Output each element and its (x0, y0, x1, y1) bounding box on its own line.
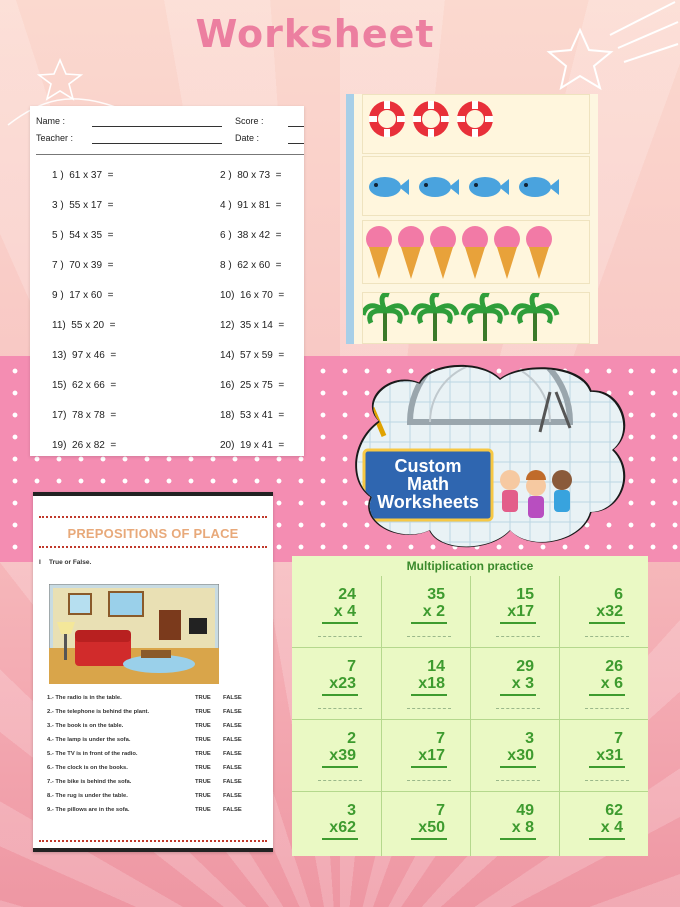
multiplication-title: Multiplication practice (406, 559, 534, 573)
lifebuoy-icon (457, 101, 493, 137)
problem-item: 13) 97 x 46 = (52, 350, 117, 361)
header-separator (36, 154, 304, 155)
score-underline (288, 126, 304, 127)
statement-item: 1.- The radio is in the table. (47, 695, 122, 701)
problem-item: 16) 25 x 75 = (220, 380, 285, 391)
true-option: TRUE (195, 807, 211, 813)
fish-icon (369, 177, 409, 197)
problem-item: 12) 35 x 14 = (220, 320, 285, 331)
statement-item: 5.- The TV is in front of the radio. (47, 751, 138, 757)
title-dotted-border (39, 546, 267, 548)
date-label: Date : (235, 133, 260, 143)
count-row-ice-cream (362, 220, 590, 284)
problem-item: 10) 16 x 70 = (220, 290, 285, 301)
statement-item: 8.- The rug is under the table. (47, 793, 128, 799)
problem-item: 11) 55 x 20 = (52, 320, 116, 331)
page-title: Worksheet (195, 12, 435, 56)
instruction-text: True or False. (49, 559, 92, 566)
panel-stripe (346, 94, 354, 344)
date-underline (288, 143, 304, 144)
statement-item: 6.- The clock is on the books. (47, 765, 128, 771)
kids-illustration-icon (500, 470, 572, 518)
problem-item: 7 ) 70 x 39 = (52, 260, 114, 271)
palm-tree-icon (363, 295, 407, 341)
false-option: FALSE (223, 737, 242, 743)
badge-line-1: Custom (394, 456, 462, 476)
multiplication-problem: 6 x32 (559, 586, 645, 658)
instruction-number: I (39, 559, 41, 566)
problem-item: 19) 26 x 82 = (52, 440, 117, 451)
badge-line-2: Math (407, 474, 449, 494)
ice-cream-icon (526, 226, 552, 279)
multiplication-problem: 29 x 3 (470, 658, 556, 730)
prepositions-title: PREPOSITIONS OF PLACE (67, 526, 239, 541)
problem-item: 8 ) 62 x 60 = (220, 260, 282, 271)
problem-item: 20) 19 x 41 = (220, 440, 285, 451)
true-option: TRUE (195, 709, 211, 715)
ice-cream-icon (494, 226, 520, 279)
statement-item: 4.- The lamp is under the sofa. (47, 737, 131, 743)
ice-cream-icon (462, 226, 488, 279)
custom-math-worksheets-badge (350, 362, 628, 548)
fish-icon (519, 177, 559, 197)
bottom-dotted-border (39, 840, 267, 842)
false-option: FALSE (223, 695, 242, 701)
name-underline (92, 126, 222, 127)
teacher-underline (92, 143, 222, 144)
multiplication-problem: 62 x 4 (559, 802, 645, 874)
multiplication-problem: 24 x 4 (292, 586, 378, 658)
multiplication-problem: 7 x17 (381, 730, 467, 802)
lifebuoy-icon (369, 101, 405, 137)
multiplication-problem: 26 x 6 (559, 658, 645, 730)
true-option: TRUE (195, 765, 211, 771)
count-row-lifebuoys (362, 94, 590, 154)
score-label: Score : (235, 116, 264, 126)
statement-item: 2.- The telephone is behind the plant. (47, 709, 150, 715)
statement-item: 9.- The pillows are in the sofa. (47, 807, 130, 813)
teacher-label: Teacher : (36, 133, 74, 143)
top-dotted-border (39, 516, 267, 518)
problem-item: 4 ) 91 x 81 = (220, 200, 282, 211)
problem-item: 18) 53 x 41 = (220, 410, 285, 421)
multiplication-problem: 14 x18 (381, 658, 467, 730)
false-option: FALSE (223, 765, 242, 771)
false-option: FALSE (223, 723, 242, 729)
problem-item: 6 ) 38 x 42 = (220, 230, 282, 241)
palm-tree-icon (413, 295, 457, 341)
true-option: TRUE (195, 793, 211, 799)
multiplication-practice-panel (292, 556, 648, 856)
multiplication-problem: 7 x31 (559, 730, 645, 802)
true-option: TRUE (195, 723, 211, 729)
fish-icon (469, 177, 509, 197)
fish-icon (419, 177, 459, 197)
problem-item: 3 ) 55 x 17 = (52, 200, 114, 211)
palm-tree-icon (513, 295, 557, 341)
counting-picture-panel (346, 94, 598, 344)
true-option: TRUE (195, 695, 211, 701)
problem-item: 15) 62 x 66 = (52, 380, 117, 391)
problem-item: 14) 57 x 59 = (220, 350, 285, 361)
multiplication-problem: 15 x17 (470, 586, 556, 658)
multiplication-problem: 7 x50 (381, 802, 467, 874)
palm-tree-icon (463, 295, 507, 341)
prepositions-worksheet-sheet (33, 492, 273, 852)
badge-line-3: Worksheets (377, 492, 479, 512)
multiplication-problem: 3 x30 (470, 730, 556, 802)
true-option: TRUE (195, 779, 211, 785)
ice-cream-icon (398, 226, 424, 279)
lifebuoy-icon (413, 101, 449, 137)
count-row-fish (362, 156, 590, 216)
ice-cream-icon (430, 226, 456, 279)
true-option: TRUE (195, 737, 211, 743)
ice-cream-icon (366, 226, 392, 279)
problem-item: 2 ) 80 x 73 = (220, 170, 282, 181)
multiplication-problem: 35 x 2 (381, 586, 467, 658)
multiplication-problem: 3 x62 (292, 802, 378, 874)
name-label: Name : (36, 116, 66, 126)
problem-item: 9 ) 17 x 60 = (52, 290, 114, 301)
multiplication-worksheet-sheet (30, 106, 304, 456)
multiplication-problem: 49 x 8 (470, 802, 556, 874)
false-option: FALSE (223, 807, 242, 813)
true-option: TRUE (195, 751, 211, 757)
multiplication-problem: 7 x23 (292, 658, 378, 730)
multiplication-problem: 2 x39 (292, 730, 378, 802)
living-room-illustration-icon (49, 584, 219, 684)
problem-item: 17) 78 x 78 = (52, 410, 117, 421)
statement-item: 7.- The bike is behind the sofa. (47, 779, 132, 785)
false-option: FALSE (223, 709, 242, 715)
false-option: FALSE (223, 751, 242, 757)
statement-item: 3.- The book is on the table. (47, 723, 124, 729)
problem-item: 5 ) 54 x 35 = (52, 230, 114, 241)
count-row-palm-trees (362, 292, 590, 344)
false-option: FALSE (223, 793, 242, 799)
false-option: FALSE (223, 779, 242, 785)
problem-item: 1 ) 61 x 37 = (52, 170, 114, 181)
